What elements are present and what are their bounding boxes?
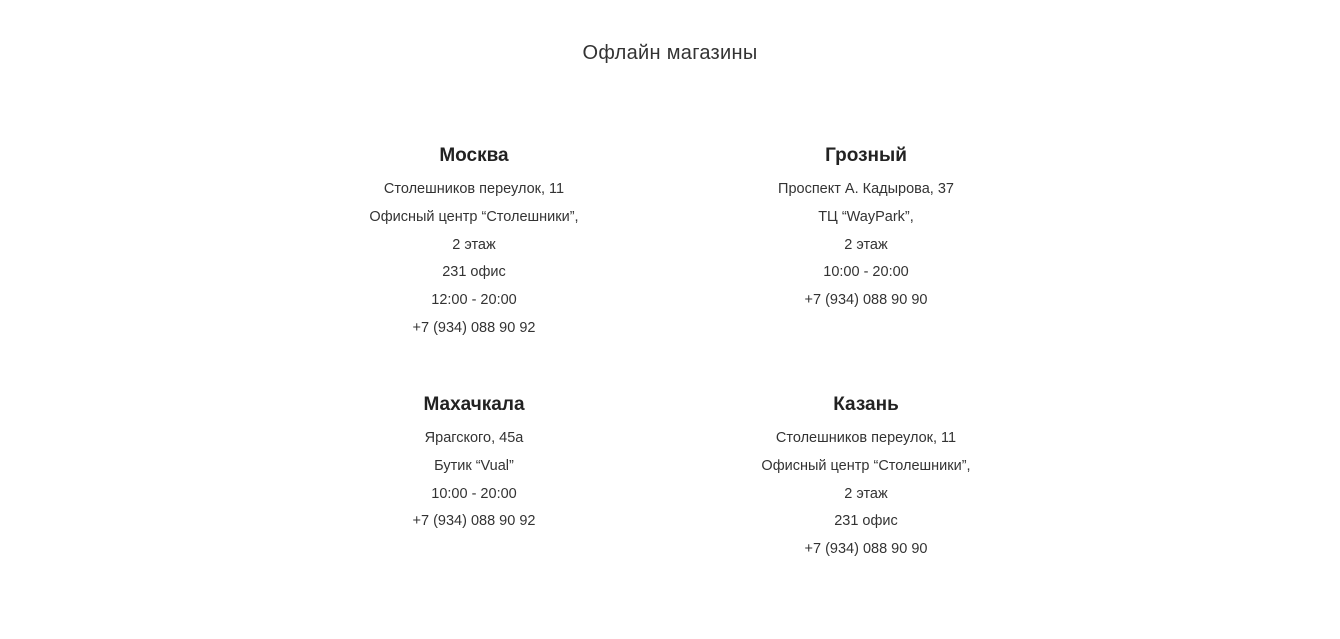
store-office: 231 офис bbox=[834, 513, 898, 530]
store-details bbox=[304, 425, 644, 536]
store-hours: 10:00 - 20:00 bbox=[431, 485, 517, 502]
store-phone[interactable]: +7 (934) 088 90 92 bbox=[412, 513, 536, 530]
store-city: Махачкала bbox=[423, 394, 525, 415]
store-card-kazan bbox=[696, 393, 1036, 564]
store-details bbox=[696, 176, 1036, 315]
page-title: Офлайн магазины bbox=[582, 42, 758, 64]
store-city: Москва bbox=[439, 145, 509, 166]
store-floor: 2 этаж bbox=[844, 236, 888, 253]
store-floor: 2 этаж bbox=[452, 236, 496, 253]
store-card-moscow bbox=[304, 144, 644, 343]
store-card-grozny bbox=[696, 144, 1036, 315]
store-hours: 12:00 - 20:00 bbox=[431, 292, 517, 309]
store-details bbox=[696, 425, 1036, 564]
store-phone[interactable]: +7 (934) 088 90 90 bbox=[804, 541, 928, 558]
store-building: Бутик “Vual” bbox=[434, 457, 514, 474]
store-phone[interactable]: +7 (934) 088 90 90 bbox=[804, 292, 928, 309]
store-address: Столешников переулок, 11 bbox=[775, 430, 957, 446]
store-phone[interactable]: +7 (934) 088 90 92 bbox=[412, 319, 536, 336]
store-city: Грозный bbox=[825, 145, 907, 166]
store-floor: 2 этаж bbox=[844, 485, 888, 502]
store-building: ТЦ “WayPark”, bbox=[818, 208, 914, 225]
store-address: Проспект А. Кадырова, 37 bbox=[778, 181, 954, 197]
store-address: Ярагского, 45а bbox=[424, 430, 524, 446]
store-address: Столешников переулок, 11 bbox=[383, 181, 565, 197]
store-card-makhachkala bbox=[304, 393, 644, 536]
store-city: Казань bbox=[833, 394, 899, 415]
store-building: Офисный центр “Столешники”, bbox=[761, 457, 971, 474]
store-building: Офисный центр “Столешники”, bbox=[369, 208, 579, 225]
store-office: 231 офис bbox=[442, 264, 506, 281]
store-hours: 10:00 - 20:00 bbox=[823, 264, 909, 281]
store-details bbox=[304, 176, 644, 343]
